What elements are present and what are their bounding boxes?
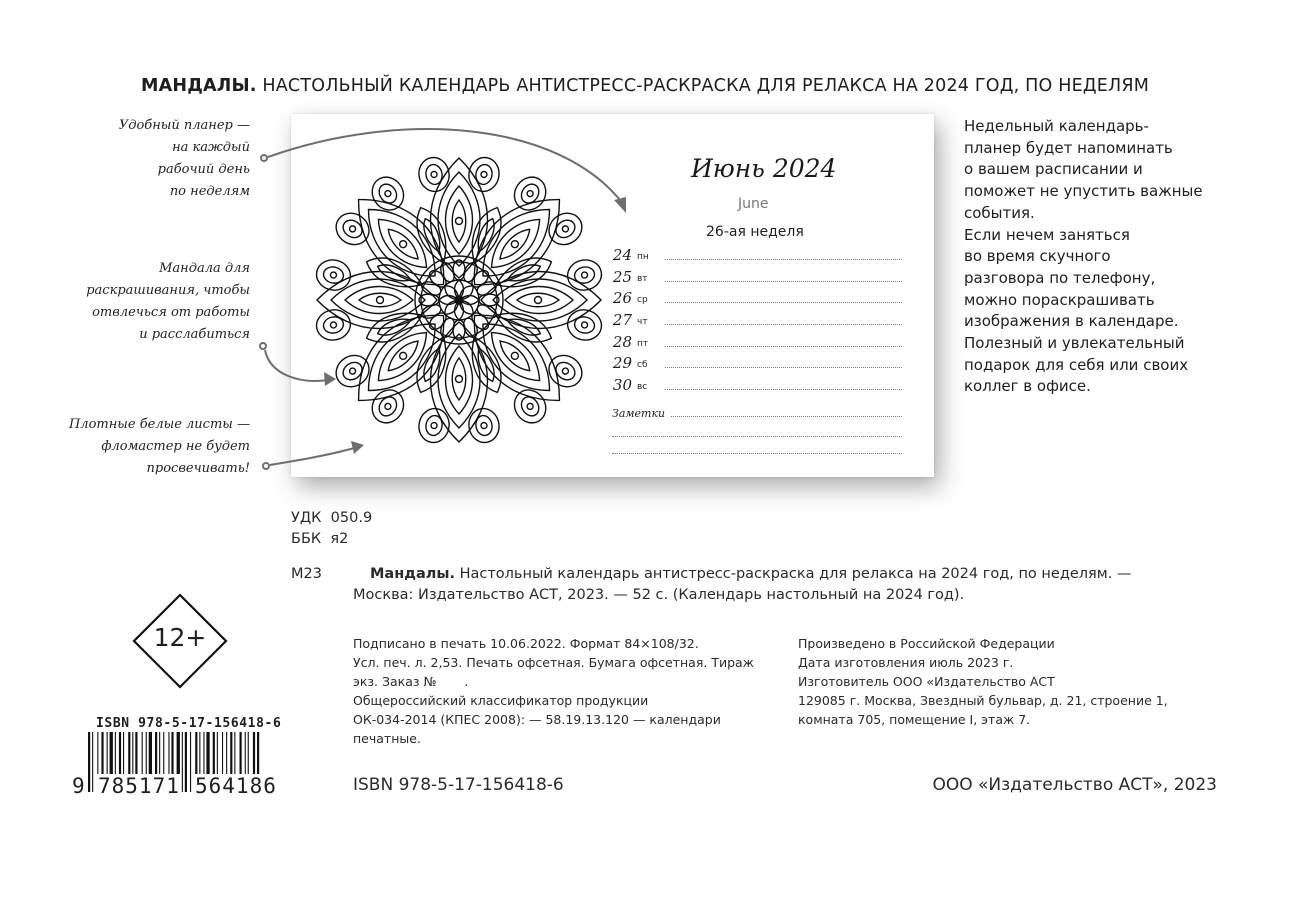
day-row: 28 пт xyxy=(602,331,902,351)
copyright-text: ООО «Издательство АСТ», 2023 xyxy=(932,775,1217,795)
author-mark: М23 xyxy=(291,566,322,582)
barcode-first-digit: 9 xyxy=(72,774,85,798)
classification-codes xyxy=(291,508,372,550)
product-description: Недельный календарь- планер будет напоминать о вашем расписании и поможет не упустить важные события. Если нечем заняться во время скучного разговора по телефону, можно пораскрашивать изображения в календаре. Полезный и увлекательный подарок для себя или своих коллег в офисе. xyxy=(964,117,1203,396)
arrow-dot xyxy=(261,155,267,161)
day-row: 27 чт xyxy=(602,309,902,329)
isbn-barcode xyxy=(70,716,290,800)
arrow-dot xyxy=(263,463,269,469)
day-row: 25 вт xyxy=(602,266,902,286)
print-info: Подписано в печать 10.06.2022. Формат 84×108/32. Усл. печ. л. 2,53. Печать офсетная. Бумага офсетная. Тираж экз. Заказ № . Общероссийский классификатор продукции ОК-034-2014 (КПЕС 2008): — 58.19.13.120 — календари печатные. xyxy=(353,636,754,746)
title-bold: МАНДАЛЫ. xyxy=(140,76,257,96)
day-row: 26 ср xyxy=(602,287,902,307)
page-title xyxy=(0,76,1290,96)
callout-planner: Удобный планер — на каждый рабочий день по неделям xyxy=(118,118,250,199)
day-row: 30 вс xyxy=(602,374,902,394)
callout-mandala: Мандала для раскрашивания, чтобы отвлечься от работы и расслабиться xyxy=(86,261,250,342)
notes-section xyxy=(612,404,902,454)
month-english: June xyxy=(738,196,769,212)
day-row: 24 пн xyxy=(602,244,902,264)
arrow-dot xyxy=(260,343,266,349)
barcode-left-digits: 785171 xyxy=(98,774,180,798)
age-rating-text: 12+ xyxy=(153,623,207,652)
callout-paper: Плотные белые листы — фломастер не будет просвечивать! xyxy=(68,417,250,476)
barcode-isbn-label: ISBN 978-5-17-156418-6 xyxy=(96,716,282,731)
calendar-card xyxy=(291,114,934,477)
barcode-right-digits: 564186 xyxy=(195,774,277,798)
bibliographic-record: Мандалы. Настольный календарь антистресс-раскраска для релакса на 2024 год, по неделям. — Москва: Издательство АСТ, 2023. — 52 с. (Календарь настольный на 2024 год). xyxy=(353,566,1132,603)
week-number: 26-ая неделя xyxy=(706,224,804,240)
udk-code: УДК 050.9 xyxy=(291,510,373,526)
age-rating-badge xyxy=(132,593,228,689)
day-list xyxy=(602,244,902,394)
bbk-code: ББК я2 xyxy=(291,531,349,547)
mandala-illustration xyxy=(309,150,609,450)
isbn-text: ISBN 978-5-17-156418-6 xyxy=(353,775,564,795)
notes-label: Заметки xyxy=(612,407,666,420)
month-title: Июнь 2024 xyxy=(691,154,837,183)
day-row: 29 сб xyxy=(602,352,902,372)
title-rest: НАСТОЛЬНЫЙ КАЛЕНДАРЬ АНТИСТРЕСС-РАСКРАСКА ДЛЯ РЕЛАКСА НА 2024 ГОД, ПО НЕДЕЛЯМ xyxy=(262,76,1149,96)
manufacturer-info: Произведено в Российской Федерации Дата изготовления июль 2023 г. Изготовитель ООО «Издательство АСТ 129085 г. Москва, Звездный бульвар, д. 21, строение 1, комната 705, помещение I, этаж 7. xyxy=(798,636,1168,727)
